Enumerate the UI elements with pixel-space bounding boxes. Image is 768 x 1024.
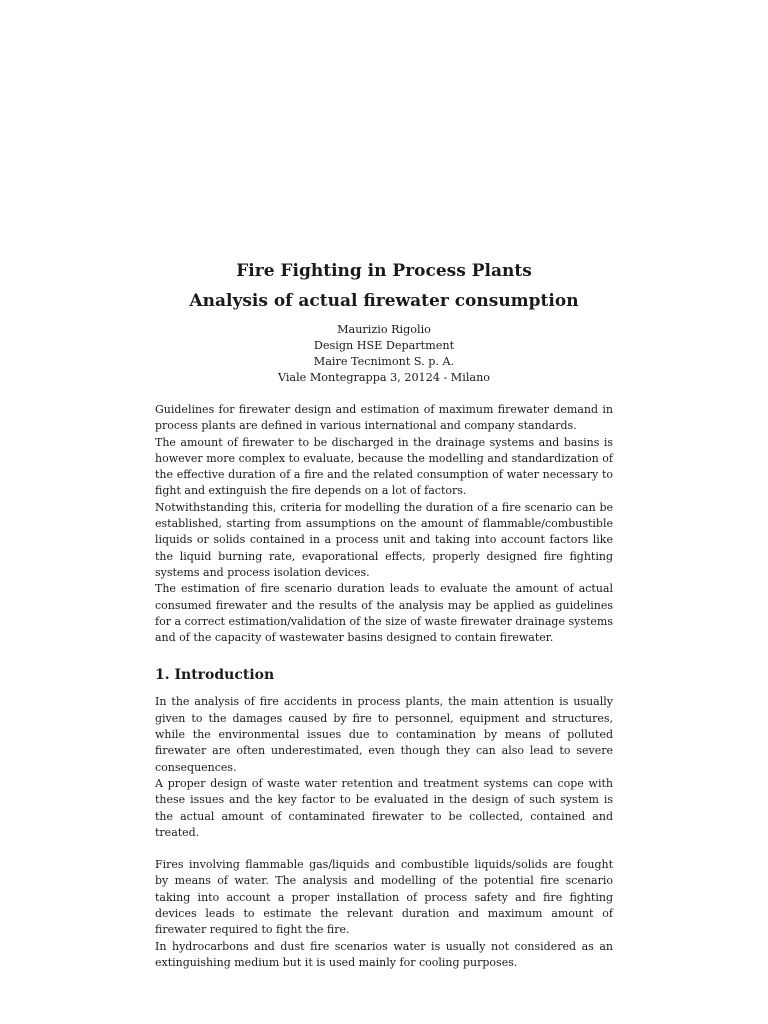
author-department: Design HSE Department: [313, 339, 455, 352]
author-address: Viale Montegrappa 3, 20124 - Milano: [277, 371, 491, 384]
introduction-body: [155, 694, 613, 971]
abstract: [155, 402, 613, 646]
paper-subtitle: Analysis of actual firewater consumption: [189, 291, 579, 311]
body-paragraph: In hydrocarbons and dust fire scenarios water is usually not considered as an extinguishing medium but it is used mainly for cooling purposes.: [155, 939, 613, 969]
section-heading-introduction: 1. Introduction: [155, 667, 275, 684]
abstract-paragraph: Guidelines for firewater design and estimation of maximum firewater demand in process plants are defined in various international and company standards.: [155, 403, 613, 433]
body-paragraph: In the analysis of fire accidents in process plants, the main attention is usually given to the damages caused by fire to personnel, equipment and structures, while the environmental issues due to contamination by means of polluted firewater are often underestimated, even though they can also lead to severe consequences.: [155, 695, 613, 774]
author-name: Maurizio Rigolio: [337, 323, 431, 336]
paper-title: Fire Fighting in Process Plants: [236, 261, 532, 281]
body-paragraph: A proper design of waste water retention and treatment systems can cope with these issues and the key factor to be evaluated in the design of such system is the actual amount of contaminated firewater to be collected, contained and treated.: [155, 776, 613, 839]
abstract-paragraph: Notwithstanding this, criteria for modelling the duration of a fire scenario can be established, starting from assumptions on the amount of flammable/combustible liquids or solids contained in a process unit and taking into account factors like the liquid burning rate, evaporational effects, properly designed fire fighting systems and process isolation devices.: [155, 500, 613, 579]
body-paragraph: Fires involving flammable gas/liquids and combustible liquids/solids are fought by means of water. The analysis and modelling of the potential fire scenario taking into account a proper installation of process safety and fire fighting devices leads to estimate the relevant duration and maximum amount of firewater required to fight the fire.: [155, 858, 613, 937]
author-block: [155, 322, 613, 386]
abstract-paragraph: The amount of firewater to be discharged in the drainage systems and basins is however more complex to evaluate, because the modelling and standardization of the effective duration of a fire and the related consumption of water necessary to fight and extinguish the fire depends on a lot of factors.: [155, 435, 613, 498]
author-company: Maire Tecnimont S. p. A.: [313, 355, 455, 368]
paragraph-gap: [155, 841, 613, 857]
paper-page: [155, 260, 613, 971]
abstract-paragraph: The estimation of fire scenario duration leads to evaluate the amount of actual consumed firewater and the results of the analysis may be applied as guidelines for a correct estimation/validation of the size of waste firewater drainage systems and of the capacity of wastewater basins designed to contain firewater.: [155, 582, 613, 645]
